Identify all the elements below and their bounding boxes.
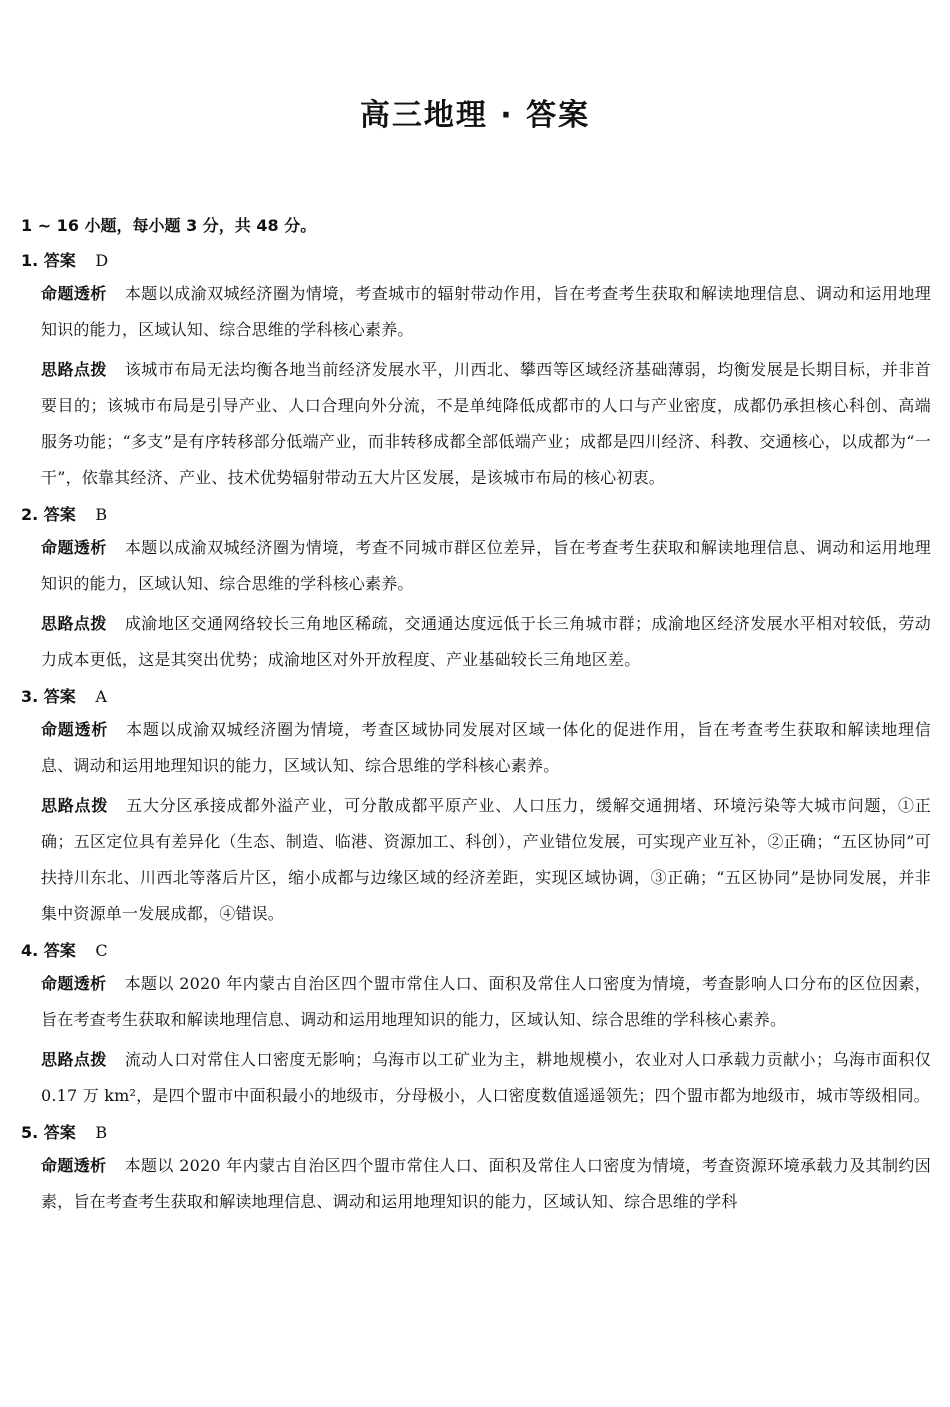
answer-label: 答案 bbox=[43, 1123, 76, 1142]
question-number: 5. bbox=[21, 1123, 39, 1142]
answer-value: C bbox=[95, 941, 108, 960]
analysis-paragraph bbox=[21, 1148, 931, 1220]
analysis-label: 命题透析 bbox=[41, 284, 107, 303]
hint-label: 思路点拨 bbox=[41, 796, 109, 815]
analysis-text: 本题以成渝双城经济圈为情境，考查城市的辐射带动作用，旨在考查考生获取和解读地理信息、调动和运用地理知识的能力，区域认知、综合思维的学科核心素养。 bbox=[41, 284, 931, 339]
hint-label: 思路点拨 bbox=[41, 614, 107, 633]
question-block bbox=[21, 936, 931, 1114]
question-block bbox=[21, 682, 931, 932]
question-answer-line bbox=[21, 682, 931, 712]
hint-text: 流动人口对常住人口密度无影响；乌海市以工矿业为主，耕地规模小，农业对人口承载力贡献小；乌海市面积仅 0.17 万 km²，是四个盟市中面积最小的地级市，分母极小，人口密度数值遥遥领先；四个盟市都为地级市，城市等级相同。 bbox=[41, 1050, 931, 1105]
analysis-text: 本题以成渝双城经济圈为情境，考查不同城市群区位差异，旨在考查考生获取和解读地理信息、调动和运用地理知识的能力，区域认知、综合思维的学科核心素养。 bbox=[41, 538, 931, 593]
analysis-text: 本题以 2020 年内蒙古自治区四个盟市常住人口、面积及常住人口密度为情境，考查资源环境承载力及其制约因素，旨在考查考生获取和解读地理信息、调动和运用地理知识的能力，区域认知、综合思维的学科 bbox=[41, 1156, 931, 1211]
hint-paragraph bbox=[21, 1042, 931, 1114]
answers-content bbox=[21, 246, 931, 1224]
analysis-paragraph bbox=[21, 276, 931, 348]
hint-paragraph bbox=[21, 788, 931, 932]
answer-label: 答案 bbox=[43, 251, 76, 270]
analysis-text: 本题以成渝双城经济圈为情境，考查区域协同发展对区域一体化的促进作用，旨在考查考生获取和解读地理信息、调动和运用地理知识的能力，区域认知、综合思维的学科核心素养。 bbox=[41, 720, 931, 775]
analysis-label: 命题透析 bbox=[41, 720, 109, 739]
answer-value: B bbox=[95, 1123, 108, 1142]
hint-text: 该城市布局无法均衡各地当前经济发展水平，川西北、攀西等区域经济基础薄弱，均衡发展是长期目标，并非首要目的；该城市布局是引导产业、人口合理向外分流，不是单纯降低成都市的人口与产业密度，成都仍承担核心科创、高端服务功能；“多支”是有序转移部分低端产业，而非转移成都全部低端产业；成都是四川经济、科教、交通核心，以成都为“一干”，依靠其经济、产业、技术优势辐射带动五大片区发展，是该城市布局的核心初衷。 bbox=[41, 360, 931, 487]
question-block bbox=[21, 1118, 931, 1220]
hint-label: 思路点拨 bbox=[41, 1050, 107, 1069]
answer-label: 答案 bbox=[43, 505, 76, 524]
analysis-label: 命题透析 bbox=[41, 538, 107, 557]
answer-value: B bbox=[95, 505, 108, 524]
question-number: 3. bbox=[21, 687, 39, 706]
answer-label: 答案 bbox=[43, 941, 76, 960]
analysis-paragraph bbox=[21, 966, 931, 1038]
question-block bbox=[21, 246, 931, 496]
hint-paragraph bbox=[21, 606, 931, 678]
analysis-text: 本题以 2020 年内蒙古自治区四个盟市常住人口、面积及常住人口密度为情境，考查影响人口分布的区位因素，旨在考查考生获取和解读地理信息、调动和运用地理知识的能力，区域认知、综合思维的学科核心素养。 bbox=[41, 974, 931, 1029]
hint-text: 五大分区承接成都外溢产业，可分散成都平原产业、人口压力，缓解交通拥堵、环境污染等大城市问题，①正确；五区定位具有差异化（生态、制造、临港、资源加工、科创），产业错位发展，可实现产业互补，②正确；“五区协同”可扶持川东北、川西北等落后片区，缩小成都与边缘区域的经济差距，实现区域协调，③正确；“五区协同”是协同发展，并非集中资源单一发展成都，④错误。 bbox=[41, 796, 931, 923]
question-block bbox=[21, 500, 931, 678]
hint-text: 成渝地区交通网络较长三角地区稀疏，交通通达度远低于长三角城市群；成渝地区经济发展水平相对较低，劳动力成本更低，这是其突出优势；成渝地区对外开放程度、产业基础较长三角地区差。 bbox=[41, 614, 931, 669]
analysis-paragraph bbox=[21, 712, 931, 784]
question-answer-line bbox=[21, 246, 931, 276]
hint-paragraph bbox=[21, 352, 931, 496]
analysis-paragraph bbox=[21, 530, 931, 602]
question-answer-line bbox=[21, 936, 931, 966]
analysis-label: 命题透析 bbox=[41, 1156, 107, 1175]
page-title: 高三地理 · 答案 bbox=[359, 98, 591, 133]
answer-value: A bbox=[95, 687, 107, 706]
question-answer-line bbox=[21, 500, 931, 530]
question-number: 1. bbox=[21, 251, 39, 270]
hint-label: 思路点拨 bbox=[41, 360, 107, 379]
answer-value: D bbox=[95, 251, 109, 270]
question-number: 2. bbox=[21, 505, 39, 524]
question-answer-line bbox=[21, 1118, 931, 1148]
section-intro: 1 ~ 16 小题，每小题 3 分，共 48 分。 bbox=[21, 216, 317, 235]
question-number: 4. bbox=[21, 941, 39, 960]
analysis-label: 命题透析 bbox=[41, 974, 107, 993]
answer-label: 答案 bbox=[43, 687, 76, 706]
